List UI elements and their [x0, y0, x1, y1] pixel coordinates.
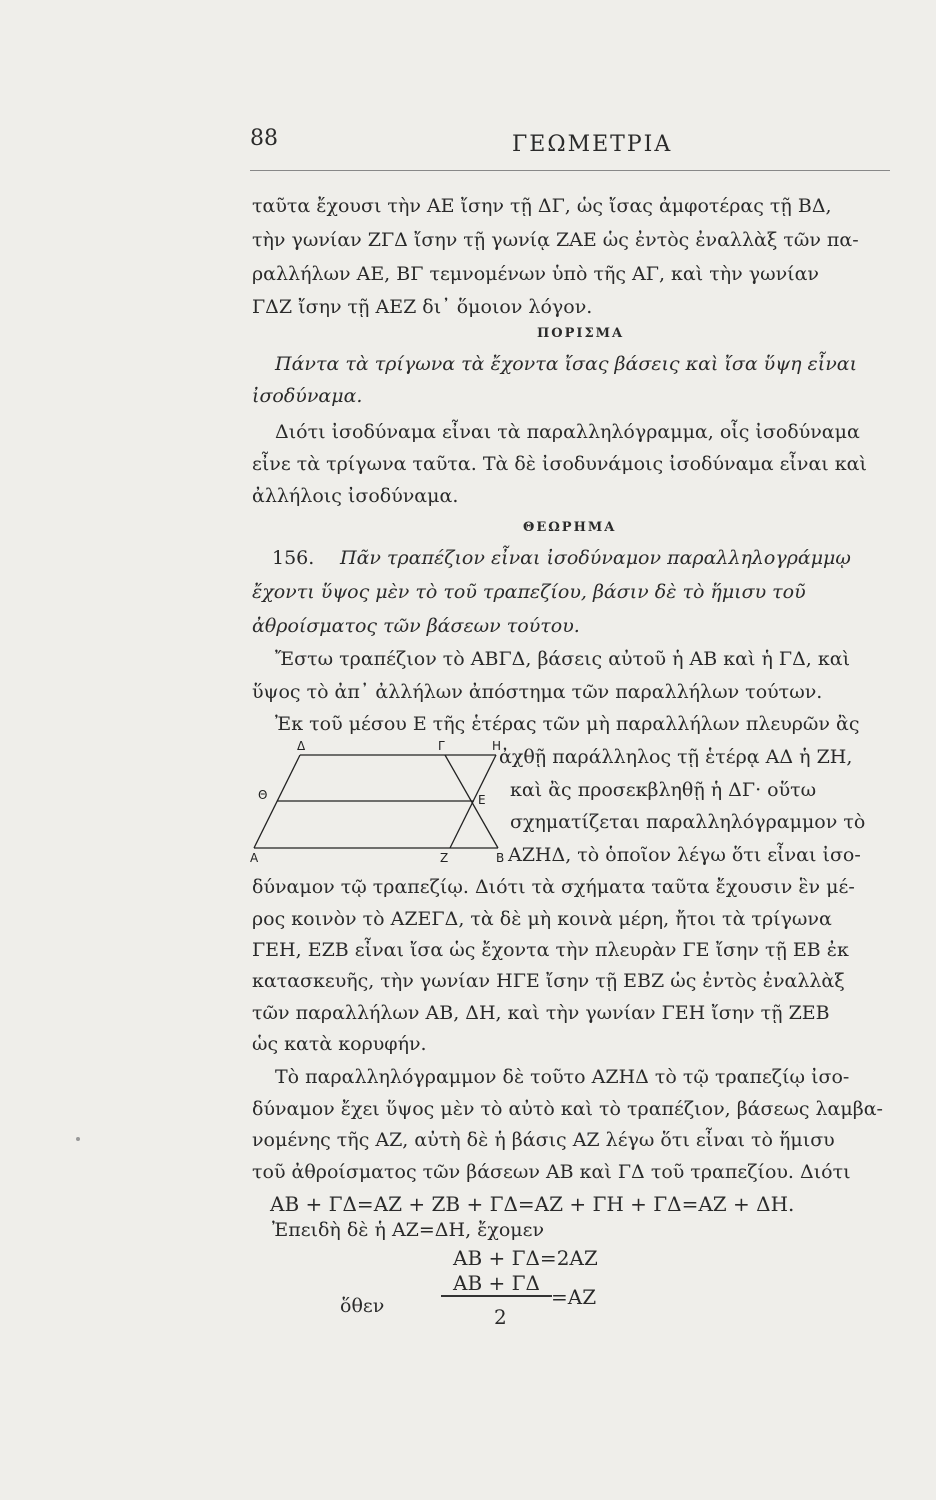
corollary-statement: ἰσοδύναμα. — [252, 385, 363, 407]
theorem-statement: ἀθροίσματος τῶν βάσεων τούτου. — [252, 615, 580, 637]
fraction-numerator: ΑΒ + ΓΔ — [453, 1271, 540, 1295]
text-line: τῶν παραλλήλων ΑΒ, ΔΗ, καὶ τὴν γωνίαν ΓΕΗ ἴσην τῇ ΖΕΒ — [252, 1002, 830, 1024]
page-speck — [76, 1137, 80, 1141]
label-G: Γ — [438, 739, 445, 753]
text-line: ρος κοινὸν τὸ ΑΖΕΓΔ, τὰ δὲ μὴ κοινὰ μέρη, ἤτοι τὰ τρίγωνα — [252, 908, 832, 930]
text-line: Διότι ἰσοδύναμα εἶναι τὰ παραλληλόγραμμα, οἷς ἰσοδύναμα — [275, 421, 860, 443]
text-line: εἶνε τὰ τρίγωνα ταῦτα. Τὰ δὲ ἰσοδυνάμοις ἰσοδύναμα εἶναι καὶ — [252, 453, 867, 475]
text-line: Τὸ παραλληλόγραμμον δὲ τοῦτο ΑΖΗΔ τὸ τῷ τραπεζίῳ ἰσο- — [275, 1066, 850, 1088]
equation: ΑΒ + ΓΔ=2ΑΖ — [453, 1246, 598, 1270]
text-line: σχηματίζεται παραλληλόγραμμον τὸ — [510, 811, 866, 833]
label-D: Δ — [297, 739, 306, 753]
text-line: δύναμον ἔχει ὕψος μὲν τὸ αὐτὸ καὶ τὸ τραπέζιον, βάσεως λαμβα- — [252, 1098, 883, 1120]
running-title: ΓΕΩΜΕΤΡΙΑ — [512, 132, 673, 157]
text-line: κατασκευῆς, τὴν γωνίαν ΗΓΕ ἴσην τῇ ΕΒΖ ὡς ἐντὸς ἐναλλὰξ — [252, 970, 845, 992]
fraction-denominator: 2 — [494, 1305, 507, 1329]
theorem-statement: ἔχοντι ὕψος μὲν τὸ τοῦ τραπεζίου, βάσιν δὲ τὸ ἥμισυ τοῦ — [252, 581, 806, 603]
text-line: τὴν γωνίαν ΖΓΔ ἴσην τῇ γωνίᾳ ΖΑΕ ὡς ἐντὸς ἐναλλὰξ τῶν πα- — [252, 229, 859, 251]
theorema-heading: ΘΕΩΡΗΜΑ — [523, 520, 617, 535]
text-line: ὡς κατὰ κορυφήν. — [252, 1033, 427, 1055]
text-line: ραλλήλων ΑΕ, ΒΓ τεμνομένων ὑπὸ τῆς ΑΓ, καὶ τὴν γωνίαν — [252, 263, 819, 285]
page-number: 88 — [250, 126, 278, 151]
text-line: δύναμον τῷ τραπεζίῳ. Διότι τὰ σχήματα ταῦτα ἔχουσιν ἓν μέ- — [252, 876, 855, 898]
text-line: ὕψος τὸ ἀπ᾽ ἀλλήλων ἀπόστημα τῶν παραλλήλων τούτων. — [252, 681, 823, 703]
label-H: Η — [492, 739, 502, 753]
text-line: ἀχθῇ παράλληλος τῇ ἑτέρᾳ ΑΔ ἡ ΖΗ, — [499, 746, 853, 768]
corollary-statement: Πάντα τὰ τρίγωνα τὰ ἔχοντα ἴσας βάσεις καὶ ἴσα ὕψη εἶναι — [275, 353, 858, 375]
text-line: ΑΖΗΔ, τὸ ὁποῖον λέγω ὅτι εἶναι ἰσο- — [508, 844, 861, 866]
theorem-number: 156. — [272, 547, 315, 569]
text-line: ταῦτα ἔχουσι τὴν ΑΕ ἴσην τῇ ΔΓ, ὡς ἴσας ἀμφοτέρας τῇ ΒΔ, — [252, 195, 832, 217]
text-line: ΓΕΗ, ΕΖΒ εἶναι ἴσα ὡς ἔχοντα τὴν πλευρὰν ΓΕ ἴσην τῇ ΕΒ ἐκ — [252, 939, 849, 961]
equation: ΑΒ + ΓΔ=ΑΖ + ΖΒ + ΓΔ=ΑΖ + ΓΗ + ΓΔ=ΑΖ + ΔΗ. — [270, 1192, 795, 1216]
trapezoid-figure — [240, 738, 510, 870]
theorem-statement: Πᾶν τραπέζιον εἶναι ἰσοδύναμον παραλληλογράμμῳ — [340, 547, 851, 569]
header-rule — [250, 170, 890, 171]
text-line: ἀλλήλοις ἰσοδύναμα. — [252, 485, 459, 507]
label-A: Α — [250, 851, 259, 865]
text-line: Ἔστω τραπέζιον τὸ ΑΒΓΔ, βάσεις αὐτοῦ ἡ ΑΒ καὶ ἡ ΓΔ, καὶ — [275, 648, 851, 670]
text-line: Ἐπειδὴ δὲ ἡ ΑΖ=ΔΗ, ἔχομεν — [272, 1219, 545, 1241]
text-line: τοῦ ἀθροίσματος τῶν βάσεων ΑΒ καὶ ΓΔ τοῦ τραπεζίου. Διότι — [252, 1161, 851, 1183]
text-line: νομένης τῆς ΑΖ, αὐτὴ δὲ ἡ βάσις ΑΖ λέγω ὅτι εἶναι τὸ ἥμισυ — [252, 1129, 835, 1151]
hence-word: ὅθεν — [340, 1295, 385, 1317]
text-line: καὶ ἂς προσεκβληθῇ ἡ ΔΓ· οὕτω — [510, 779, 817, 801]
fraction-line — [441, 1295, 552, 1297]
text-line: ΓΔΖ ἴσην τῇ ΑΕΖ δι᾽ ὅμοιον λόγον. — [252, 296, 593, 318]
porisma-heading: ΠΟΡΙΣΜΑ — [537, 326, 625, 341]
label-Z: Ζ — [440, 851, 449, 865]
fraction-rhs: =ΑΖ — [551, 1285, 597, 1309]
label-Th: Θ — [258, 788, 268, 802]
text-line: Ἐκ τοῦ μέσου Ε τῆς ἑτέρας τῶν μὴ παραλλήλων πλευρῶν ἂς — [275, 713, 860, 735]
label-B: Β — [496, 851, 505, 865]
label-E: Ε — [478, 793, 486, 807]
